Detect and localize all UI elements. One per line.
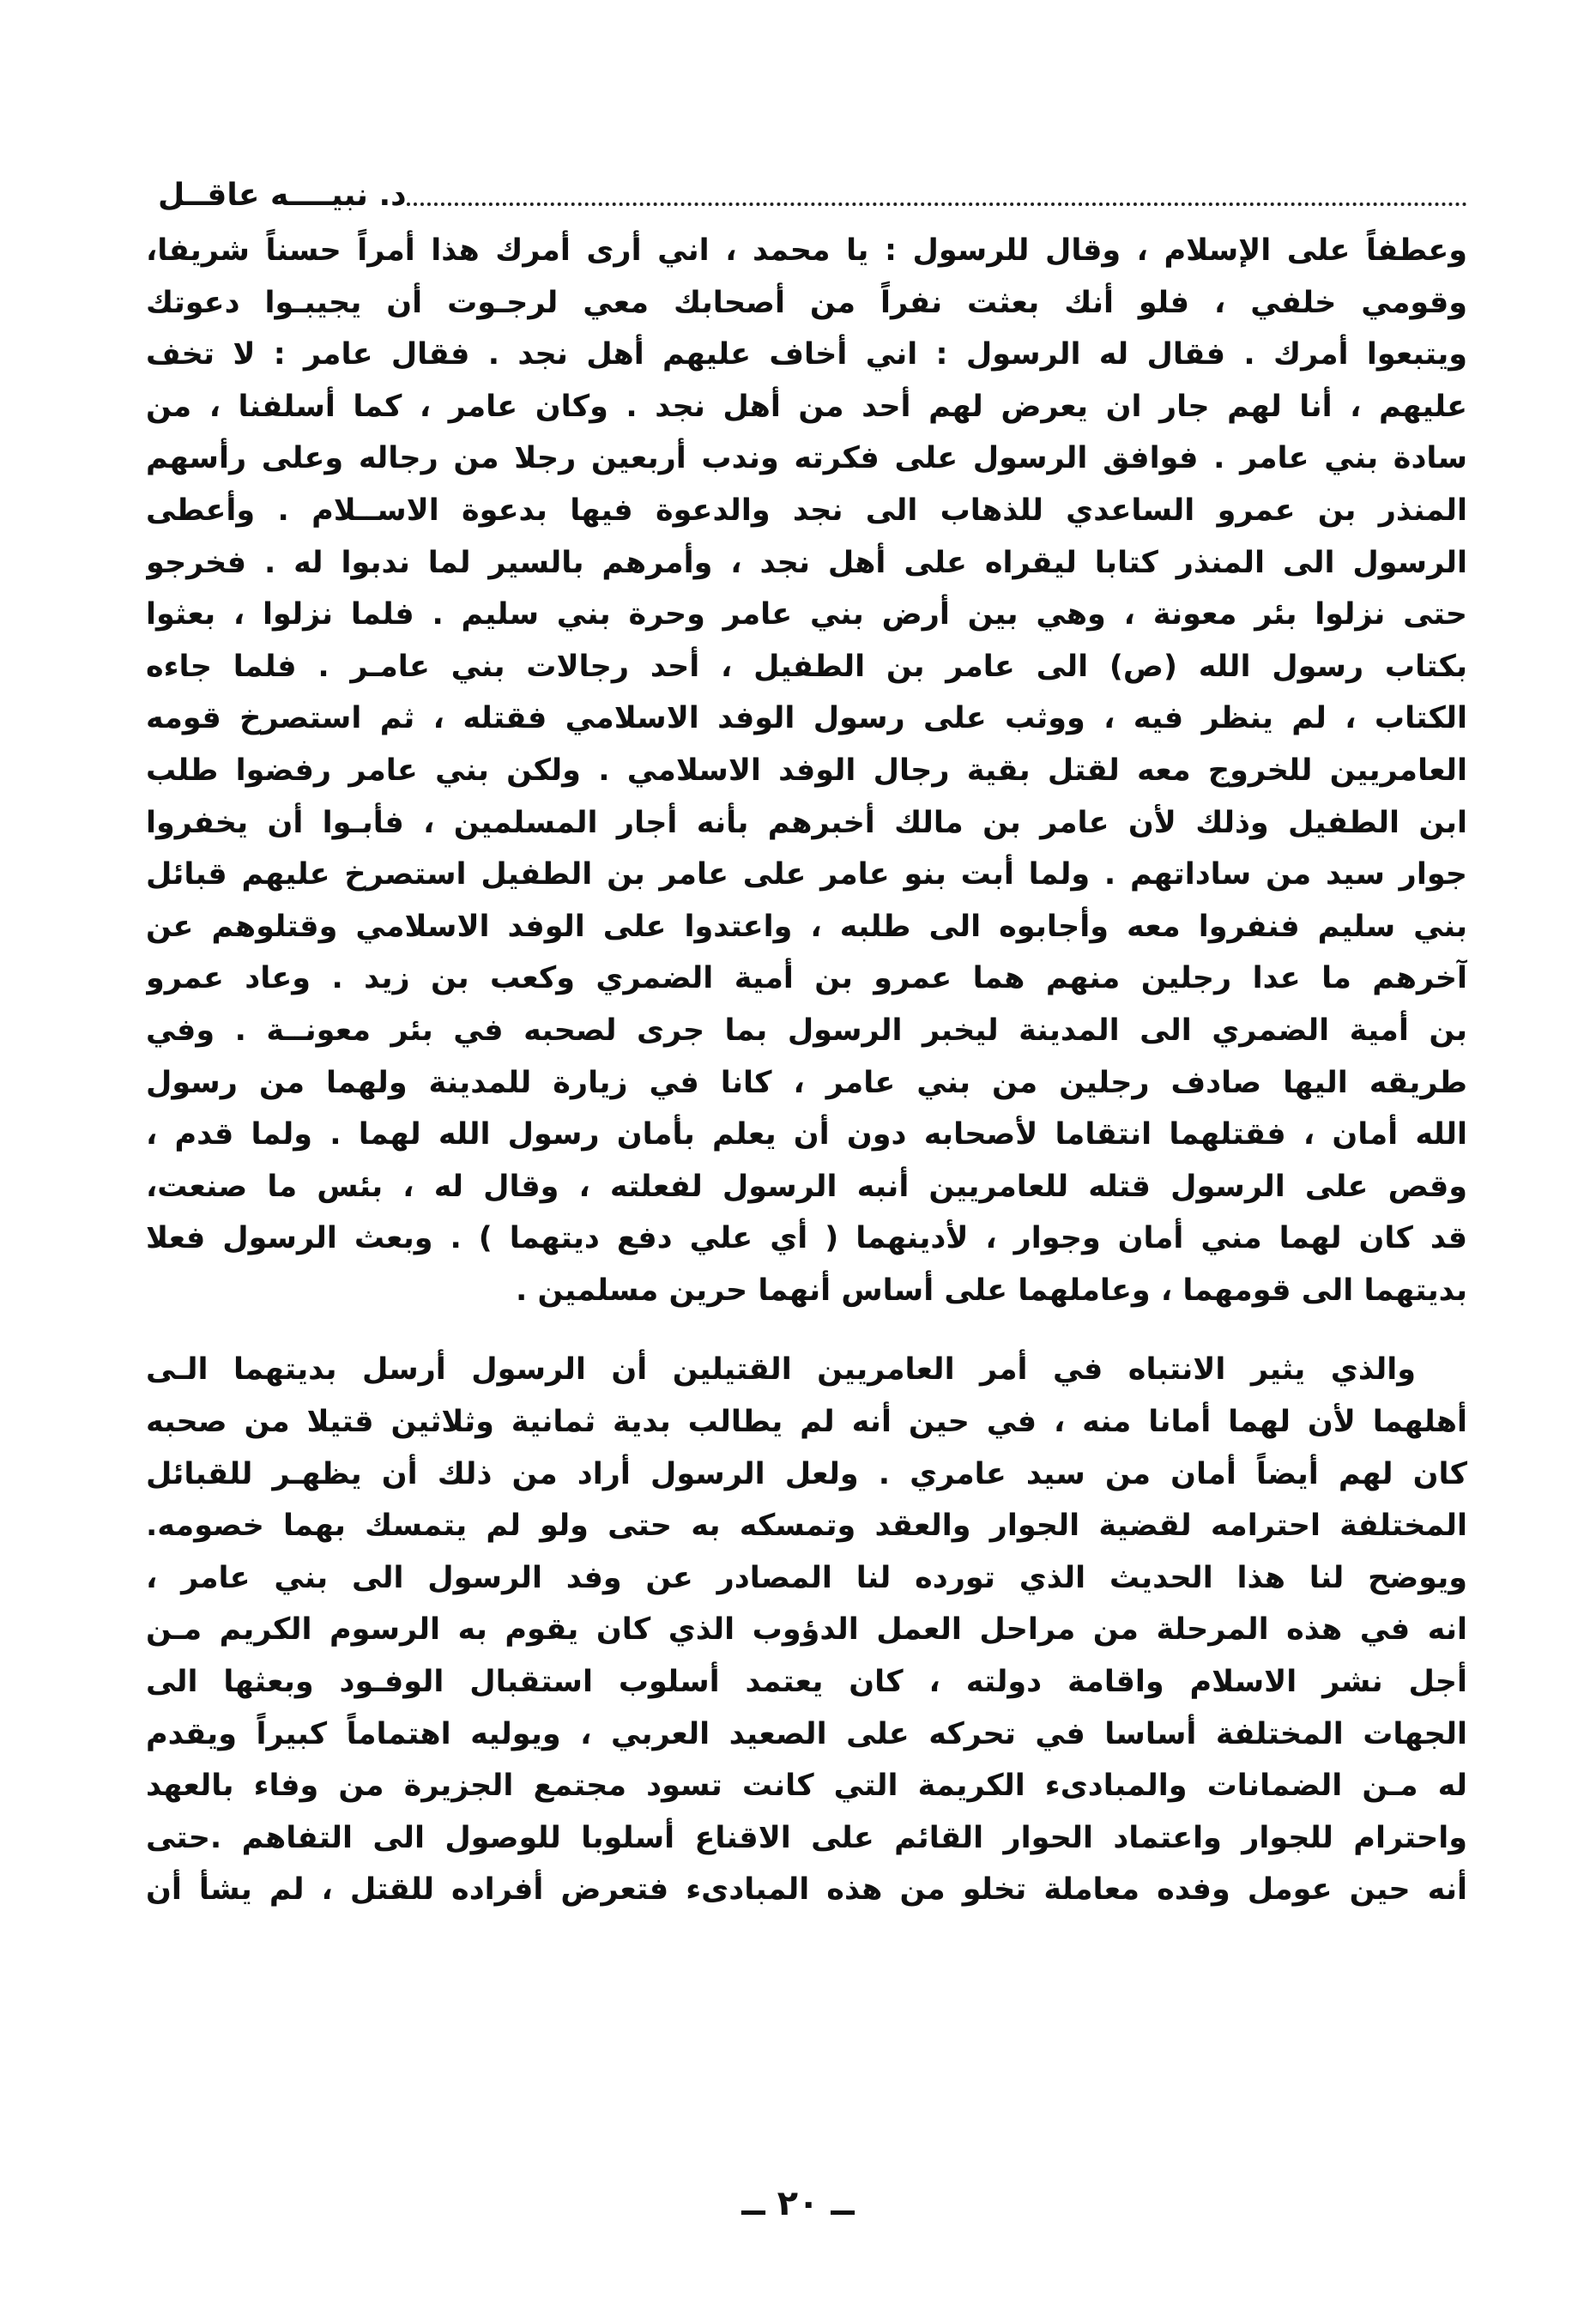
text-line: واحترام للجوار واعتماد الحوار القائم على الاقناع أسلوبا للوصول الى التفاهم .حتى — [146, 1820, 1467, 1855]
text-line: بديتهما الى قومهما ، وعاملهما على أساس أنهما حرين مسلمين . — [516, 1273, 1467, 1308]
paragraph-2 — [146, 1344, 1467, 1916]
running-header — [146, 170, 1467, 211]
text-line: ابن الطفيل وذلك لأن عامر بن مالك أخبرهم بأنه أجار المسلمين ، فأبـوا أن يخفروا — [146, 805, 1467, 840]
text-line: له مـن الضمانات والمبادىء الكريمة التي كانت تسود مجتمع الجزيرة من وفاء بالعهد — [146, 1769, 1467, 1804]
text-line: كان لهم أيضاً أمان من سيد عامري . ولعل الرسول أراد من ذلك أن يظهـر للقبائل — [146, 1456, 1467, 1491]
body-text — [146, 225, 1467, 1916]
text-line: آخرهم ما عدا رجلين منهم هما عمرو بن أمية الضمري وكعب بن زيد . وعاد عمرو — [146, 961, 1467, 996]
text-line: ويوضح لنا هذا الحديث الذي تورده لنا المصادر عن وفد الرسول الى بني عامر ، — [146, 1560, 1467, 1595]
text-line: سادة بني عامر . فوافق الرسول على فكرته وندب أربعين رجلا من رجاله وعلى رأسهم — [146, 441, 1467, 476]
header-author: د. نبيــــه عاقــل — [158, 178, 407, 213]
text-line: الجهات المختلفة أساسا في تحركه على الصعيد العربي ، ويوليه اهتماماً كبيراً ويقدم — [146, 1716, 1467, 1751]
text-line: الكتاب ، لم ينظر فيه ، ووثب على رسول الوفد الاسلامي فقتله ، ثم استصرخ قومه — [146, 701, 1467, 736]
text-line: بني سليم فنفروا معه وأجابوه الى طلبه ، واعتدوا على الوفد الاسلامي وقتلوهم عن — [146, 909, 1467, 944]
text-line: طريقه اليها صادف رجلين من بني عامر ، كانا في زيارة للمدينة ولهما من رسول — [146, 1065, 1467, 1100]
text-line: أنه حين عومل وفده معاملة تخلو من هذه المبادىء فتعرض أفراده للقتل ، لم يشأ أن — [146, 1872, 1467, 1908]
text-line: انه في هذه المرحلة من مراحل العمل الدؤوب الذي كان يقوم به الرسوم الكريم مـن — [146, 1612, 1467, 1648]
text-line: وقومي خلفي ، فلو أنك بعثت نفراً من أصحابك معي لرجـوت أن يجيبـوا دعوتك — [146, 285, 1467, 320]
text-line: وقص على الرسول قتله للعامريين أنبه الرسول لفعلته ، وقال له ، بئس ما صنعت، — [146, 1169, 1467, 1204]
text-line: أجل نشر الاسلام واقامة دولته ، كان يعتمد أسلوب استقبال الوفـود وبعثها الى — [146, 1665, 1467, 1700]
text-line: قد كان لهما مني أمان وجوار ، لأدينهما ( أي علي دفع ديتهما ) . وبعث الرسول فعلا — [146, 1221, 1467, 1256]
paragraph-spacer — [146, 1316, 1467, 1344]
text-line: حتى نزلوا بئر معونة ، وهي بين أرض بني عامر وحرة بني سليم . فلما نزلوا ، بعثوا — [146, 597, 1467, 632]
page-number: ــ ٢٠ ــ — [741, 2184, 855, 2223]
text-line: المختلفة احترامه لقضية الجوار والعقد وتمسكه به حتى ولو لم يتمسك بهما خصومه. — [146, 1509, 1467, 1544]
header-dotted-rule — [407, 203, 1467, 206]
paragraph-1 — [146, 225, 1467, 1316]
text-line: المنذر بن عمرو الساعدي للذهاب الى نجد والدعوة فيها بدعوة الاســلام . وأعطى — [146, 493, 1467, 528]
text-line: بن أمية الضمري الى المدينة ليخبر الرسول بما جرى لصحبه في بئر معونــة . وفي — [146, 1013, 1467, 1048]
text-line: والذي يثير الانتباه في أمر العامريين القتيلين أن الرسول أرسل بديتهما الـى — [146, 1352, 1416, 1388]
text-line: ويتبعوا أمرك . فقال له الرسول : اني أخاف عليهم أهل نجد . فقال عامر : لا تخف — [146, 337, 1467, 372]
text-line: جوار سيد من ساداتهم . ولما أبت بنو عامر على عامر بن الطفيل استصرخ عليهم قبائل — [146, 857, 1467, 892]
text-line: بكتاب رسول الله (ص) الى عامر بن الطفيل ، أحد رجالات بني عامـر . فلما جاءه — [146, 649, 1467, 684]
text-line: العامريين للخروج معه لقتل بقية رجال الوفد الاسلامي . ولكن بني عامر رفضوا طلب — [146, 753, 1467, 788]
text-line: أهلهما لأن لهما أمانا منه ، في حين أنه لم يطالب بدية ثمانية وثلاثين قتيلا من صحبه — [146, 1405, 1467, 1440]
text-line: عليهم ، أنا لهم جار ان يعرض لهم أحد من أهل نجد . وكان عامر ، كما أسلفنا ، من — [146, 389, 1467, 424]
text-line: الرسول الى المنذر كتابا ليقراه على أهل نجد ، وأمرهم بالسير لما ندبوا له . فخرجو — [146, 545, 1467, 580]
text-line: الله أمان ، فقتلهما انتقاما لأصحابه دون أن يعلم بأمان رسول الله لهما . ولما قدم ، — [146, 1117, 1467, 1152]
text-line: وعطفاً على الإسلام ، وقال للرسول : يا محمد ، اني أرى أمرك هذا أمراً حسناً شريفا، — [146, 233, 1467, 268]
